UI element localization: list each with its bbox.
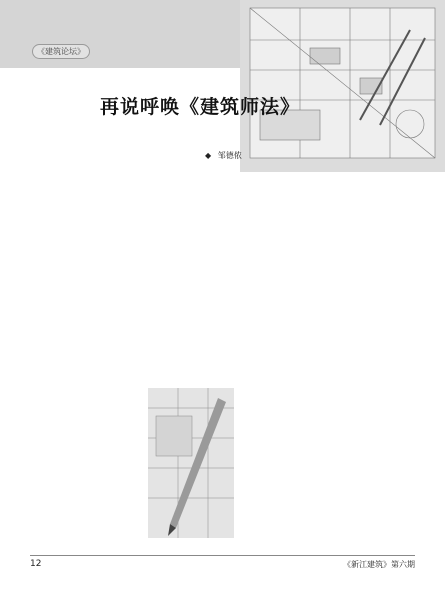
author-line (205, 150, 242, 161)
footer-divider (30, 555, 415, 556)
right-column (237, 175, 415, 547)
journal-name: 《新江建筑》第六期 (343, 560, 415, 569)
drafting-pencil-illustration (148, 388, 234, 538)
author-name: 邹德侬 (217, 151, 242, 160)
architectural-drawing-illustration (240, 0, 445, 172)
article-title: 再说呼唤《建筑师法》 (100, 96, 301, 118)
author-marker: ◆ (205, 151, 212, 160)
page-number: 12 (30, 559, 42, 569)
section-tag: 《建筑论坛》 (32, 44, 90, 59)
